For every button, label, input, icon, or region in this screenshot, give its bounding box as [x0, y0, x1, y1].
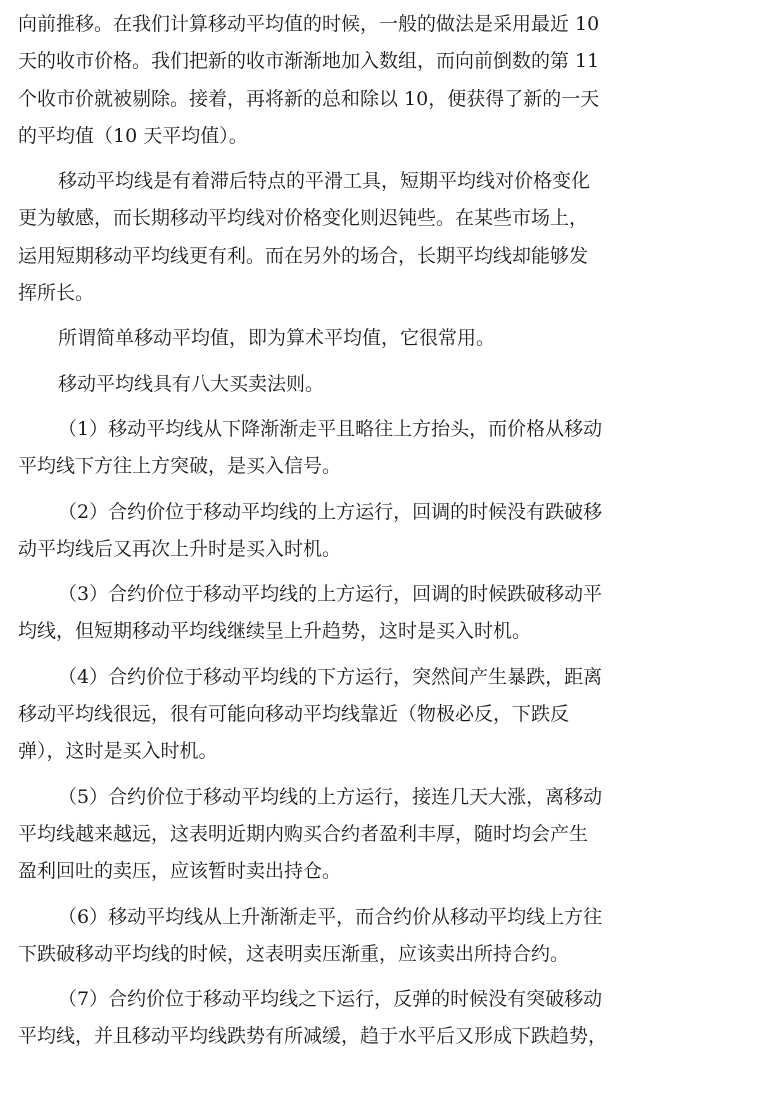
document-page	[0, 6, 758, 1093]
text-line: 个收市价就被剔除。接着，再将新的总和除以 10，便获得了新的一天	[18, 87, 600, 110]
text-line: 移动平均线很远，很有可能向移动平均线靠近（物极必反，下跌反	[18, 703, 570, 726]
text-line: 所谓简单移动平均值，即为算术平均值，它很常用。	[58, 327, 496, 350]
text-line: 下跌破移动平均线的时候，这表明卖压渐重，应该卖出所持合约。	[18, 942, 570, 965]
text-line: 盈利回吐的卖压，应该暂时卖出持仓。	[18, 860, 342, 883]
text-line: 弹），这时是买入时机。	[18, 740, 218, 763]
text-line: （3）合约价位于移动平均线的上方运行，回调的时候跌破移动平	[58, 583, 603, 606]
text-line: 移动平均线是有着滞后特点的平滑工具，短期平均线对价格变化	[58, 170, 591, 193]
text-line: 天的收市价格。我们把新的收市渐渐地加入数组，而向前倒数的第 11	[18, 50, 600, 73]
text-line: 运用短期移动平均线更有利。而在另外的场合，长期平均线却能够发	[18, 244, 589, 267]
text-line: （7）合约价位于移动平均线之下运行，反弹的时候没有突破移动	[58, 988, 603, 1011]
text-line: 向前推移。在我们计算移动平均值的时候，一般的做法是采用最近 10	[18, 13, 600, 35]
text-line: 动平均线后又再次上升时是买入时机。	[18, 537, 342, 560]
text-line: （6）移动平均线从上升渐渐走平，而合约价从移动平均线上方往	[58, 905, 603, 928]
text-line: 的平均值（10 天平均值）。	[18, 124, 248, 147]
text-line: 平均线越来越远，这表明近期内购买合约者盈利丰厚，随时均会产生	[18, 822, 589, 845]
text-line: 均线，但短期移动平均线继续呈上升趋势，这时是买入时机。	[18, 620, 532, 643]
text-line: （4）合约价位于移动平均线的下方运行，突然间产生暴跌，距离	[58, 665, 603, 688]
text-line: （2）合约价位于移动平均线的上方运行，回调的时候没有跌破移	[58, 500, 603, 523]
text-line: 平均线，并且移动平均线跌势有所减缓，趋于水平后又形成下跌趋势，	[18, 1025, 608, 1048]
text-line: 挥所长。	[18, 282, 95, 305]
text-line: 移动平均线具有八大买卖法则。	[58, 372, 325, 395]
text-line: （1）移动平均线从下降渐渐走平且略往上方抬头，而价格从移动	[58, 417, 603, 440]
text-line: （5）合约价位于移动平均线的上方运行，接连几天大涨，离移动	[58, 785, 603, 808]
text-line: 更为敏感，而长期移动平均线对价格变化则迟钝些。在某些市场上，	[18, 207, 589, 230]
text-line: 平均线下方往上方突破，是买入信号。	[18, 455, 342, 478]
